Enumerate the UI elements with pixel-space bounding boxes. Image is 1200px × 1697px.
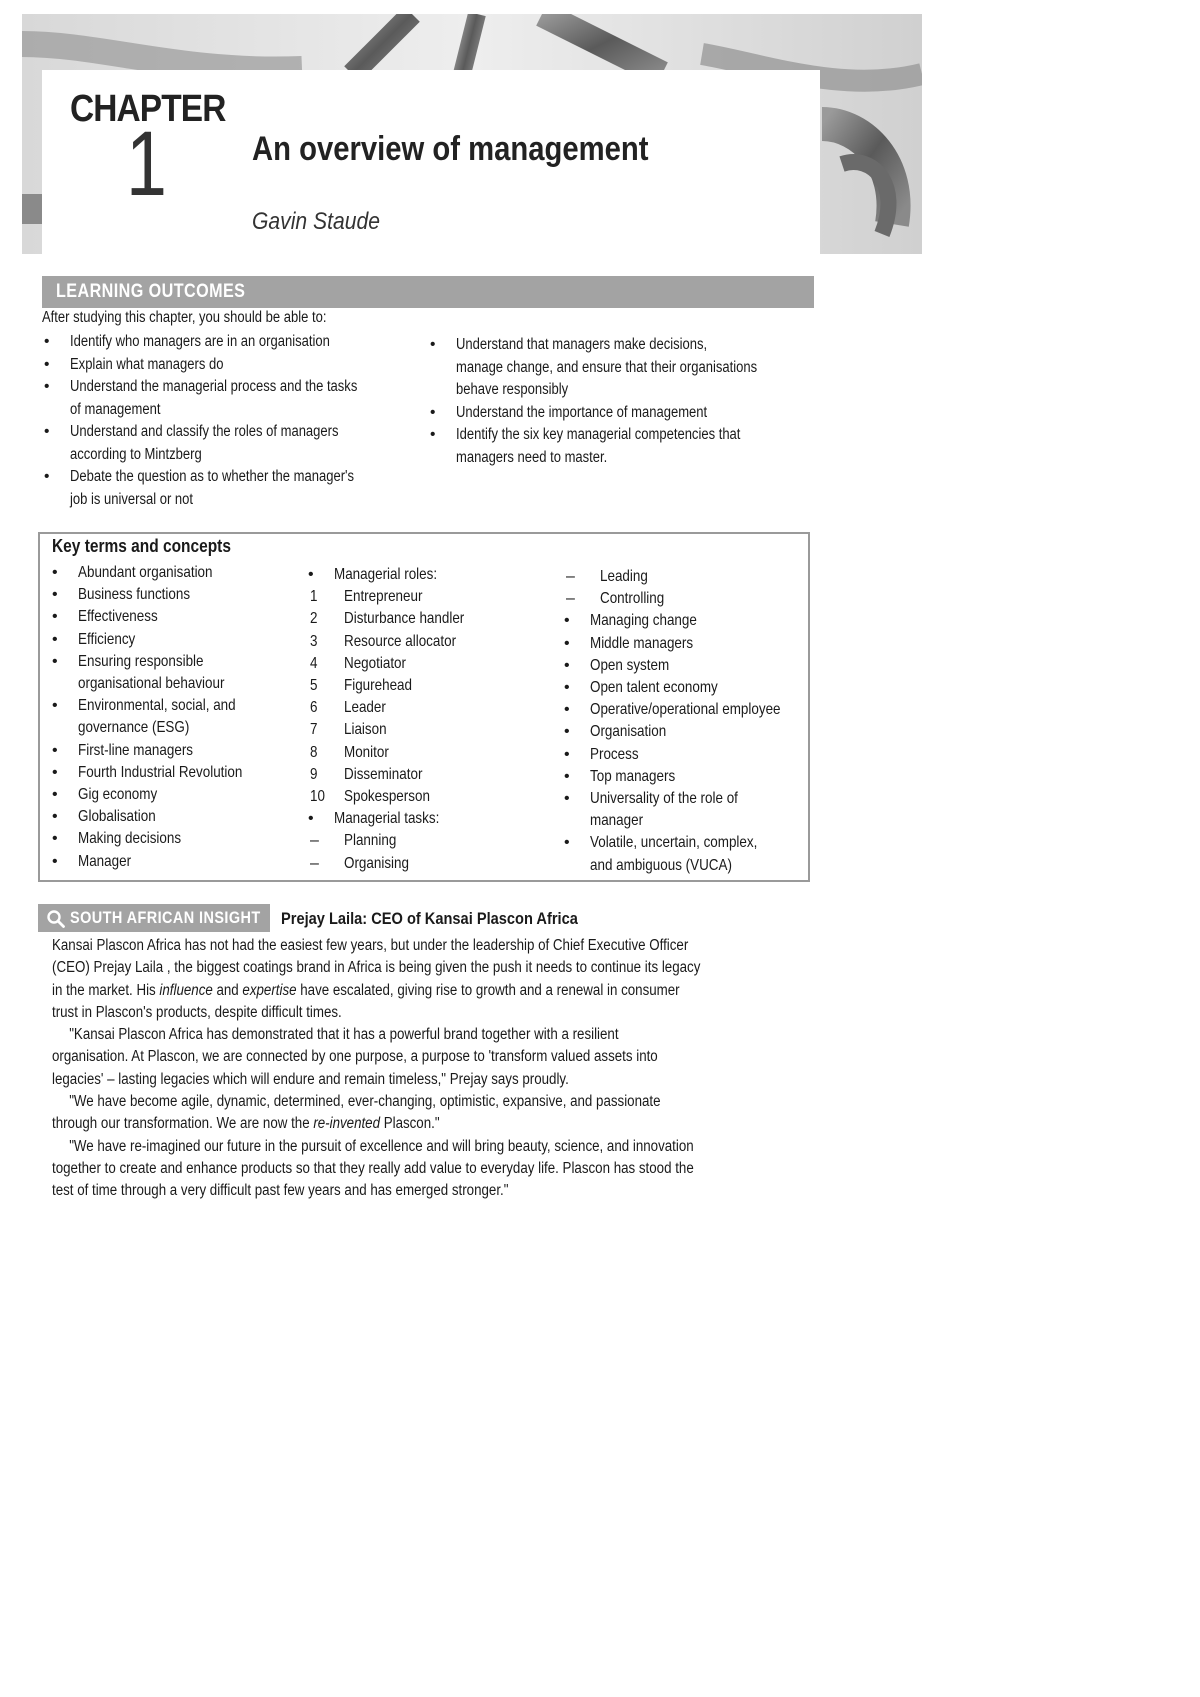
- key-term-item: [562, 788, 808, 810]
- key-term-text: Negotiator: [344, 654, 407, 672]
- key-term-item: [562, 677, 808, 699]
- key-term-item: [306, 697, 546, 719]
- key-term-text: Figurehead: [344, 677, 413, 695]
- learning-outcomes-list-right: [428, 334, 818, 469]
- key-term-item: [306, 742, 546, 764]
- key-term-number: 6: [310, 699, 318, 717]
- insight-text: through our transformation. We are now the: [52, 1115, 314, 1133]
- learning-outcome-item: [42, 331, 432, 354]
- key-term-text: Entrepreneur: [344, 588, 423, 606]
- key-term-item: [562, 588, 808, 610]
- key-term-item: [306, 586, 546, 608]
- learning-outcome-text: according to Mintzberg: [70, 445, 202, 463]
- insight-text: have escalated, giving rise to growth and a renewal in consumer: [296, 981, 680, 999]
- insight-text: together to create and enhance products so that they really add value to everyday life. Plascon has stood the: [52, 1159, 694, 1177]
- insight-emphasis: expertise: [242, 981, 297, 999]
- key-term-item: [306, 786, 546, 808]
- key-term-text: Gig economy: [78, 786, 158, 804]
- key-term-text: Volatile, uncertain, complex,: [590, 834, 758, 852]
- key-term-text: Operative/operational employee: [590, 701, 781, 719]
- insight-text: trust in Plascon's products, despite difficult times.: [52, 1003, 342, 1021]
- insight-paragraph: [52, 1136, 783, 1203]
- insight-text: Kansai Plascon Africa has not had the easiest few years, but under the leadership of Chief Executive Officer: [52, 937, 689, 954]
- insight-body: [52, 935, 783, 1203]
- key-term-text: Process: [590, 745, 639, 763]
- insight-paragraph: [52, 1024, 783, 1091]
- key-term-text: Organisation: [590, 723, 667, 741]
- key-term-item: [562, 766, 808, 788]
- learning-outcome-text: Understand and classify the roles of managers: [70, 423, 339, 440]
- key-term-item: [50, 562, 300, 584]
- insight-text: (CEO) Prejay Laila , the biggest coatings brand in Africa is being given the push it needs to continue its legacy: [52, 959, 701, 977]
- learning-outcome-item: [428, 334, 818, 402]
- key-term-item: [306, 830, 546, 852]
- key-term-text: Organising: [344, 854, 409, 872]
- learning-outcome-text: manage change, and ensure that their organisations: [456, 358, 758, 376]
- key-term-item: [562, 655, 808, 677]
- insight-text: "Kansai Plascon Africa has demonstrated that it has a powerful brand together with a resilient: [69, 1026, 619, 1044]
- key-term-text: Manager: [78, 852, 132, 870]
- key-term-number: 7: [310, 721, 318, 739]
- key-term-item: [306, 853, 546, 875]
- key-term-item: [306, 764, 546, 786]
- key-term-item: [50, 651, 300, 673]
- key-term-text: Open system: [590, 656, 670, 674]
- key-terms-title: Key terms and concepts: [52, 536, 231, 556]
- key-term-text: governance (ESG): [78, 719, 190, 737]
- key-term-text: Managing change: [590, 612, 697, 630]
- key-term-item: [50, 673, 300, 695]
- insight-text: Plascon.": [380, 1115, 440, 1133]
- key-term-item: [50, 784, 300, 806]
- key-term-text: Spokesperson: [344, 788, 430, 806]
- learning-outcome-text: Understand that managers make decisions,: [456, 336, 708, 353]
- key-term-item: [50, 806, 300, 828]
- insight-paragraph: [52, 1091, 783, 1136]
- learning-outcomes-intro: After studying this chapter, you should be able to:: [42, 309, 327, 326]
- insight-paragraph: [52, 935, 783, 1024]
- key-term-item: [50, 717, 300, 739]
- key-term-item: [306, 631, 546, 653]
- key-term-text: organisational behaviour: [78, 675, 225, 693]
- learning-outcome-text: of management: [70, 400, 161, 418]
- key-term-text: Middle managers: [590, 634, 694, 652]
- key-term-text: First-line managers: [78, 741, 194, 759]
- key-term-text: Leading: [600, 568, 648, 585]
- key-term-item: [50, 828, 300, 850]
- key-term-item: [306, 719, 546, 741]
- insight-text: "We have become agile, dynamic, determined, ever-changing, optimistic, expansive, and passionate: [69, 1093, 661, 1111]
- key-term-number: 5: [310, 677, 318, 695]
- key-term-number: 3: [310, 632, 318, 650]
- key-term-text: Planning: [344, 832, 397, 850]
- learning-outcome-item: [428, 402, 818, 425]
- learning-outcome-item: [428, 424, 818, 469]
- learning-outcome-text: Understand the managerial process and the tasks: [70, 378, 358, 395]
- key-term-number: 1: [310, 588, 318, 606]
- key-term-item: [50, 695, 300, 717]
- search-icon: [46, 909, 66, 929]
- chapter-number: 1: [126, 113, 167, 215]
- key-term-text: Controlling: [600, 590, 665, 608]
- key-term-item: [50, 629, 300, 651]
- learning-outcome-item: [42, 421, 432, 466]
- key-term-text: Managerial roles:: [334, 566, 438, 583]
- key-term-item: [50, 584, 300, 606]
- key-term-item: [306, 608, 546, 630]
- key-term-text: Environmental, social, and: [78, 697, 236, 715]
- insight-title: Prejay Laila: CEO of Kansai Plascon Africa: [281, 909, 578, 928]
- learning-outcome-text: managers need to master.: [456, 448, 608, 466]
- key-term-item: [562, 744, 808, 766]
- key-term-text: Universality of the role of: [590, 790, 738, 808]
- key-term-text: Liaison: [344, 721, 387, 739]
- chapter-label: CHAPTER: [70, 88, 226, 130]
- key-term-text: Ensuring responsible: [78, 652, 204, 670]
- learning-outcome-text: Identify who managers are in an organisation: [70, 333, 330, 350]
- learning-outcome-text: Explain what managers do: [70, 355, 224, 373]
- chapter-title: An overview of management: [252, 130, 649, 168]
- key-term-item: [306, 808, 546, 830]
- key-term-text: Open talent economy: [590, 679, 718, 697]
- key-term-text: Efficiency: [78, 630, 136, 648]
- learning-outcome-item: [42, 466, 432, 511]
- key-terms-column-2: [306, 564, 546, 875]
- key-term-text: Top managers: [590, 767, 676, 785]
- learning-outcome-text: Identify the six key managerial competencies that: [456, 426, 741, 443]
- key-term-number: 9: [310, 765, 318, 783]
- key-term-item: [562, 855, 808, 877]
- learning-outcome-item: [42, 354, 432, 377]
- insight-text: test of time through a very difficult past few years and has emerged stronger.": [52, 1182, 509, 1200]
- key-term-item: [50, 606, 300, 628]
- key-term-text: Business functions: [78, 586, 191, 604]
- key-term-text: Globalisation: [78, 808, 156, 826]
- key-term-item: [562, 610, 808, 632]
- key-term-item: [50, 762, 300, 784]
- insight-label: SOUTH AFRICAN INSIGHT: [70, 908, 261, 927]
- learning-outcomes-header: [42, 276, 814, 308]
- key-term-text: and ambiguous (VUCA): [590, 856, 732, 874]
- learning-outcome-text: job is universal or not: [70, 490, 194, 508]
- key-term-text: Effectiveness: [78, 608, 158, 626]
- key-term-item: [562, 832, 808, 854]
- key-term-text: manager: [590, 812, 644, 830]
- learning-outcomes-list-left: [42, 331, 432, 511]
- key-term-text: Leader: [344, 699, 386, 717]
- insight-emphasis: re-invented: [313, 1115, 381, 1133]
- key-term-item: [562, 566, 808, 588]
- key-term-text: Fourth Industrial Revolution: [78, 763, 243, 781]
- learning-outcome-text: Understand the importance of management: [456, 403, 708, 421]
- key-terms-column-3: [562, 566, 808, 877]
- key-term-text: Disturbance handler: [344, 610, 465, 628]
- key-term-item: [306, 564, 546, 586]
- key-term-text: Monitor: [344, 743, 389, 761]
- key-term-item: [562, 633, 808, 655]
- insight-text: legacies' – lasting legacies which will endure and remain timeless," Prejay says proudly.: [52, 1070, 569, 1088]
- insight-label-bar: [38, 904, 270, 932]
- chapter-author: Gavin Staude: [252, 208, 380, 235]
- key-term-item: [306, 675, 546, 697]
- key-terms-column-1: [50, 562, 300, 873]
- key-term-item: [562, 810, 808, 832]
- key-term-item: [562, 699, 808, 721]
- key-term-text: Abundant organisation: [78, 564, 213, 581]
- key-term-number: 10: [310, 788, 325, 806]
- learning-outcome-text: Debate the question as to whether the manager's: [70, 468, 355, 485]
- insight-text: organisation. At Plascon, we are connected by one purpose, a purpose to 'transform valued assets into: [52, 1048, 658, 1066]
- key-term-text: Disseminator: [344, 765, 423, 783]
- key-term-text: Resource allocator: [344, 632, 457, 650]
- learning-outcome-item: [42, 376, 432, 421]
- insight-text: and: [212, 981, 243, 999]
- insight-text: in the market. His: [52, 981, 160, 999]
- insight-emphasis: influence: [159, 981, 213, 999]
- key-term-item: [306, 653, 546, 675]
- key-term-number: 8: [310, 743, 318, 761]
- insight-text: "We have re-imagined our future in the pursuit of excellence and will bring beauty, science, and innovation: [69, 1137, 694, 1155]
- learning-outcomes-heading: LEARNING OUTCOMES: [56, 281, 246, 302]
- key-term-text: Managerial tasks:: [334, 810, 440, 828]
- key-term-number: 4: [310, 654, 318, 672]
- key-term-item: [50, 740, 300, 762]
- key-term-item: [50, 851, 300, 873]
- key-term-item: [562, 721, 808, 743]
- learning-outcome-text: behave responsibly: [456, 381, 569, 398]
- key-term-number: 2: [310, 610, 318, 628]
- key-term-text: Making decisions: [78, 830, 182, 848]
